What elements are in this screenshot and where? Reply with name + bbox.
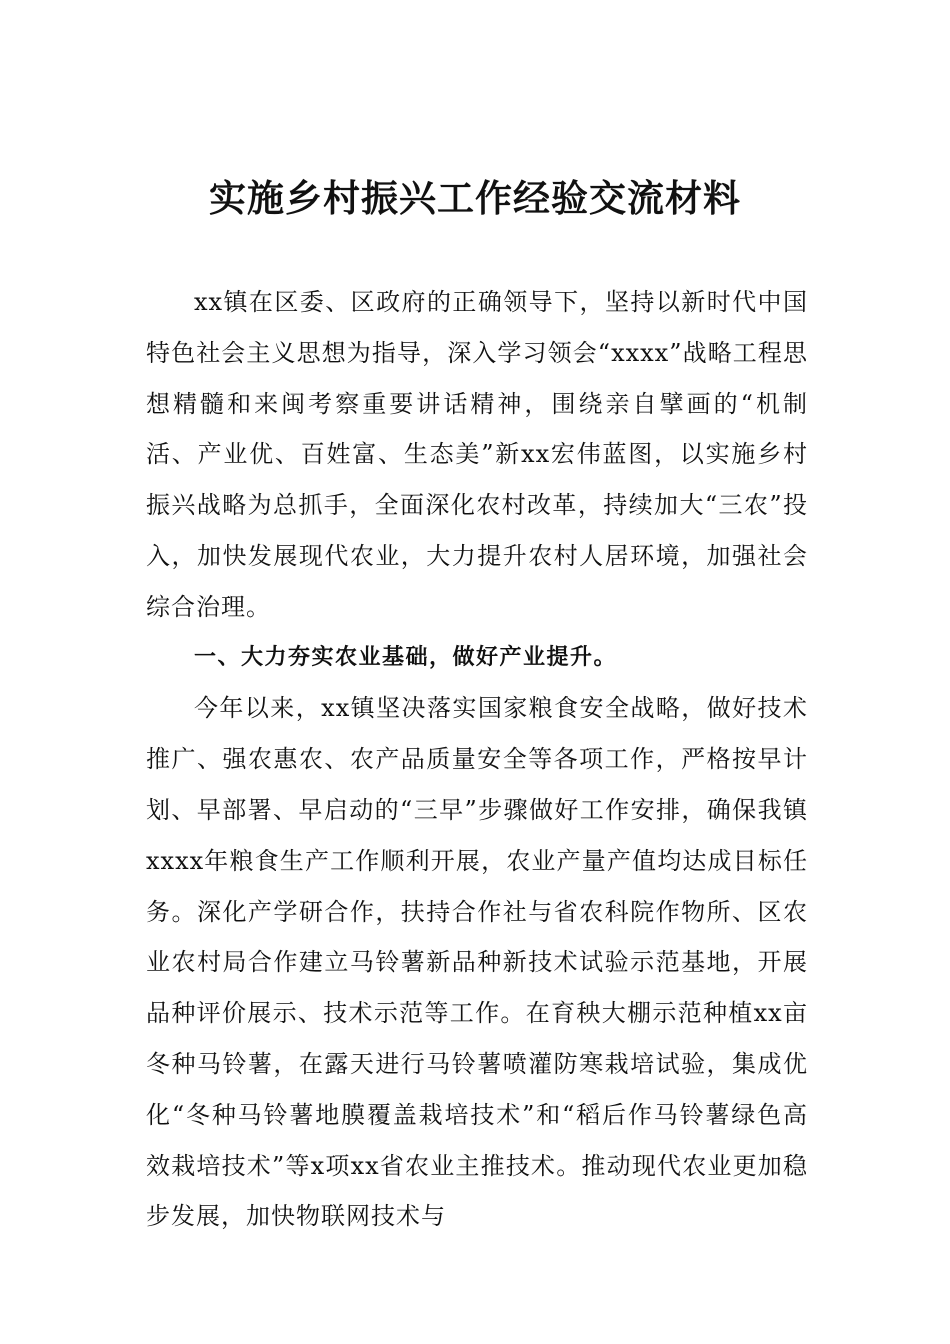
document-body [146, 277, 808, 1242]
section-heading: 一、大力夯实农业基础，做好产业提升。 [194, 644, 618, 670]
document-title: 实施乡村振兴工作经验交流材料 [209, 176, 741, 220]
section-paragraph: 今年以来，xx镇坚决落实国家粮食安全战略，做好技术推广、强农惠农、农产品质量安全等各项工作，严格按早计划、早部署、早启动的“三早”步骤做好工作安排，确保我镇xxxx年粮食生产工作顺利开展，农业产量产值均达成目标任务。深化产学研合作，扶持合作社与省农科院作物所、区农业农村局合作建立马铃薯新品种新技术试验示范基地，开展品种评价展示、技术示范等工作。在育秧大棚示范种植xx亩冬种马铃薯，在露天进行马铃薯喷灌防寒栽培试验，集成优化“冬种马铃薯地膜覆盖栽培技术”和“稻后作马铃薯绿色高效栽培技术”等x项xx省农业主推技术。推动现代农业更加稳步发展，加快物联网技术与 [146, 694, 808, 1231]
intro-paragraph: xx镇在区委、区政府的正确领导下，坚持以新时代中国特色社会主义思想为指导，深入学习领会“xxxx”战略工程思想精髓和来闽考察重要讲话精神，围绕亲自擘画的“机制活、产业优、百姓富、生态美”新xx宏伟蓝图，以实施乡村振兴战略为总抓手，全面深化农村改革，持续加大“三农”投入，加快发展现代农业，大力提升农村人居环境，加强社会综合治理。 [146, 288, 808, 621]
